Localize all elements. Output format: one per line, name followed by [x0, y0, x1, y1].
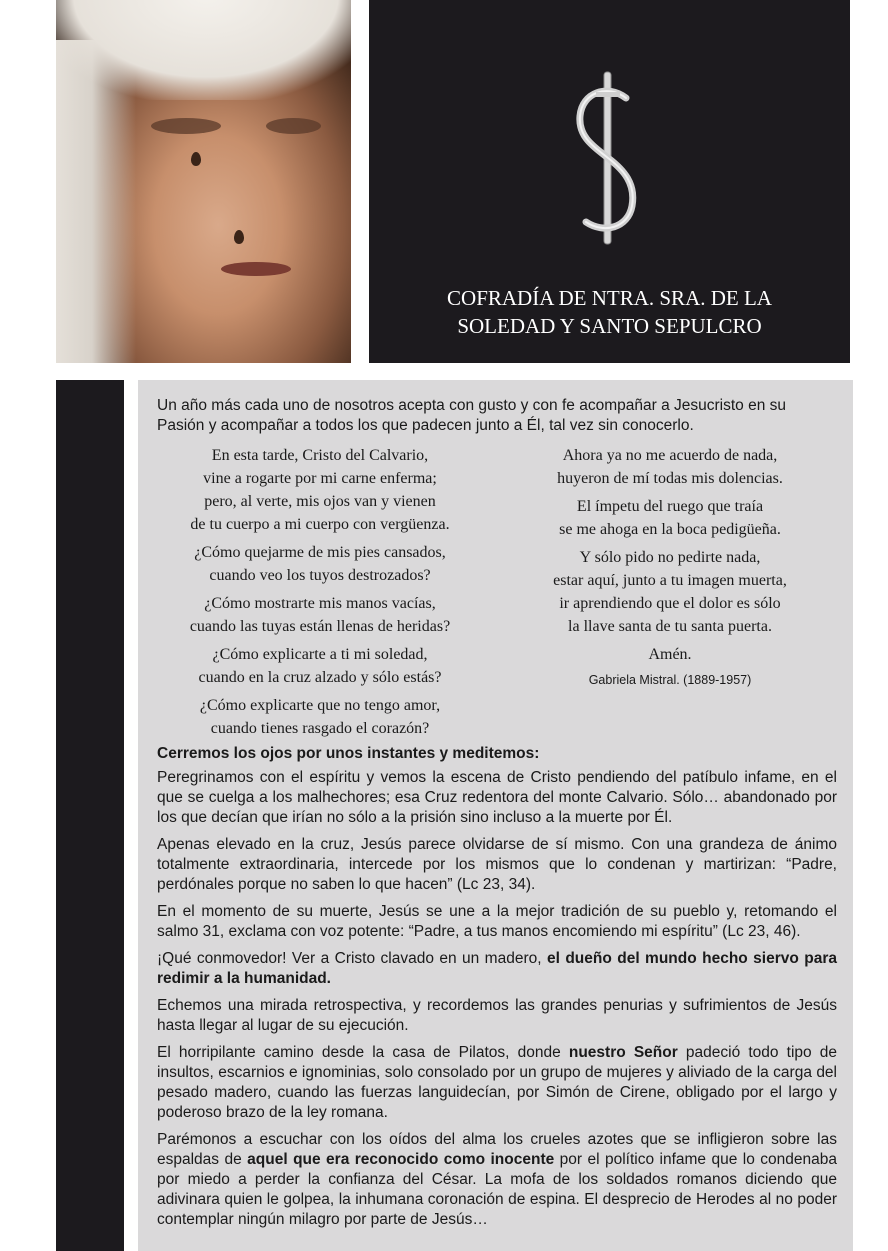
paragraph: Echemos una mirada retrospectiva, y recordemos las grandes penurias y sufrimientos de Jesús hasta llegar al lugar de su ejecución. — [157, 997, 837, 1034]
paragraph: Peregrinamos con el espíritu y vemos la escena de Cristo pendiendo del patíbulo infame, en el que se cuelga a los malhechores; esa Cruz redentora del monte Calvario. Sólo… abandonado por los que decían que irían no sólo a la prisión sino incluso a la muerte por Él. — [157, 769, 837, 826]
poem-line: cuando veo los tuyos destrozados? — [209, 567, 431, 584]
poem-line: ¿Cómo quejarme de mis pies cansados, — [194, 544, 446, 561]
paragraph — [157, 949, 837, 989]
poem-line: huyeron de mí todas mis dolencias. — [557, 470, 783, 487]
poem-left-column — [150, 444, 490, 745]
paragraph — [157, 1043, 837, 1123]
text-run: por el político infame que lo condenaba por miedo a perder la confianza del César. La mofa de los soldados romanos diciendo que adivinara quien le golpea, la inhumana coronación de espina. El desprecio de Herodes al no poder contemplar ningún milagro por parte de Jesús… — [157, 1151, 837, 1228]
veil — [56, 0, 351, 100]
stanza — [510, 546, 830, 638]
stanza — [150, 643, 490, 689]
poem-line: cuando las tuyas están llenas de heridas? — [189, 618, 451, 635]
poem-line: de tu cuerpo a mi cuerpo con vergüenza. — [190, 516, 450, 533]
text-run: El horripilante camino desde la casa de Pilatos, donde — [157, 1044, 569, 1061]
stanza — [150, 694, 490, 740]
tear-1 — [191, 152, 201, 166]
poem-line: Amén. — [648, 646, 692, 663]
poem-line: El ímpetu del ruego que traía — [576, 498, 764, 515]
intro-paragraph: Un año más cada uno de nosotros acepta con gusto y con fe acompañar a Jesucristo en su Pasión y acompañar a todos los que padecen junto a Él, tal vez sin conocerlo. — [157, 397, 786, 434]
poem-line: Y sólo pido no pedirte nada, — [579, 549, 761, 566]
poem-line: pero, al verte, mis ojos van y vienen — [204, 493, 436, 510]
meditation-text — [157, 744, 837, 1237]
poem-line: se me ahoga en la boca pedigüeña. — [559, 521, 781, 538]
header-title — [369, 284, 850, 340]
right-eye — [266, 118, 321, 134]
mouth — [221, 262, 291, 276]
stanza — [150, 541, 490, 587]
poem-line: la llave santa de tu santa puerta. — [568, 618, 772, 635]
poem-line: ir aprendiendo que el dolor es sólo — [559, 595, 781, 612]
stanza — [150, 592, 490, 638]
title-line-1: COFRADÍA DE NTRA. SRA. DE LA — [447, 286, 772, 310]
poem-line: vine a rogarte por mi carne enferma; — [203, 470, 437, 487]
poem-line: ¿Cómo explicarte que no tengo amor, — [199, 697, 441, 714]
stanza — [510, 495, 830, 541]
stanza — [510, 643, 830, 666]
virgin-photo — [56, 0, 351, 363]
poem-line: ¿Cómo explicarte a ti mi soledad, — [212, 646, 428, 663]
paragraph: Apenas elevado en la cruz, Jesús parece olvidarse de sí mismo. Con una grandeza de ánimo totalmente extraordinaria, intercede por los mismos que lo condenan y martirizan: “Padre, perdónales porque no saben lo que hacen” (Lc 23, 34). — [157, 836, 837, 893]
text-run: Parémonos a escuchar con los oídos del alma los crueles azotes que se infligieron sobre las espaldas de — [157, 1131, 837, 1168]
meditation-heading: Cerremos los ojos por unos instantes y meditemos: — [157, 745, 540, 762]
poem-line: cuando tienes rasgado el corazón? — [210, 720, 430, 737]
poem-line: En esta tarde, Cristo del Calvario, — [211, 447, 429, 464]
left-bar — [56, 380, 124, 1251]
bold-run: nuestro Señor — [568, 1044, 678, 1061]
text-run: ¡Qué conmovedor! Ver a Cristo clavado en un madero, — [157, 950, 547, 967]
poem-line: ¿Cómo mostrarte mis manos vacías, — [204, 595, 436, 612]
tear-2 — [234, 230, 244, 244]
bold-run: aquel que era reconocido como inocente — [247, 1151, 555, 1168]
stanza — [150, 444, 490, 536]
poem-author: Gabriela Mistral. (1889-1957) — [588, 673, 752, 687]
paragraph — [157, 1130, 837, 1230]
stanza — [510, 444, 830, 490]
bold-run: el dueño del mundo hecho siervo para redimir a la humanidad. — [157, 950, 838, 987]
poem-line: cuando en la cruz alzado y sólo estás? — [198, 669, 442, 686]
text-run: padeció todo tipo de insultos, escarnios e ignominias, solo consolado por un grupo de mujeres y aliviado de la carga del pesado madero, cuando las fuerzas languidecían, por Simón de Cirene, obligado por el largo y poderoso brazo de la ley romana. — [157, 1044, 837, 1121]
poem-line: estar aquí, junto a tu imagen muerta, — [553, 572, 787, 589]
poem-line: Ahora ya no me acuerdo de nada, — [562, 447, 778, 464]
poem-right-column — [510, 444, 830, 694]
cross-s-emblem-icon — [568, 70, 648, 250]
left-eye — [151, 118, 221, 134]
title-line-2: SOLEDAD Y SANTO SEPULCRO — [457, 314, 762, 338]
paragraph: En el momento de su muerte, Jesús se une a la mejor tradición de su pueblo y, retomando el salmo 31, exclama con voz potente: “Padre, a tus manos encomiendo mi espíritu” (Lc 23, 46). — [157, 903, 837, 940]
